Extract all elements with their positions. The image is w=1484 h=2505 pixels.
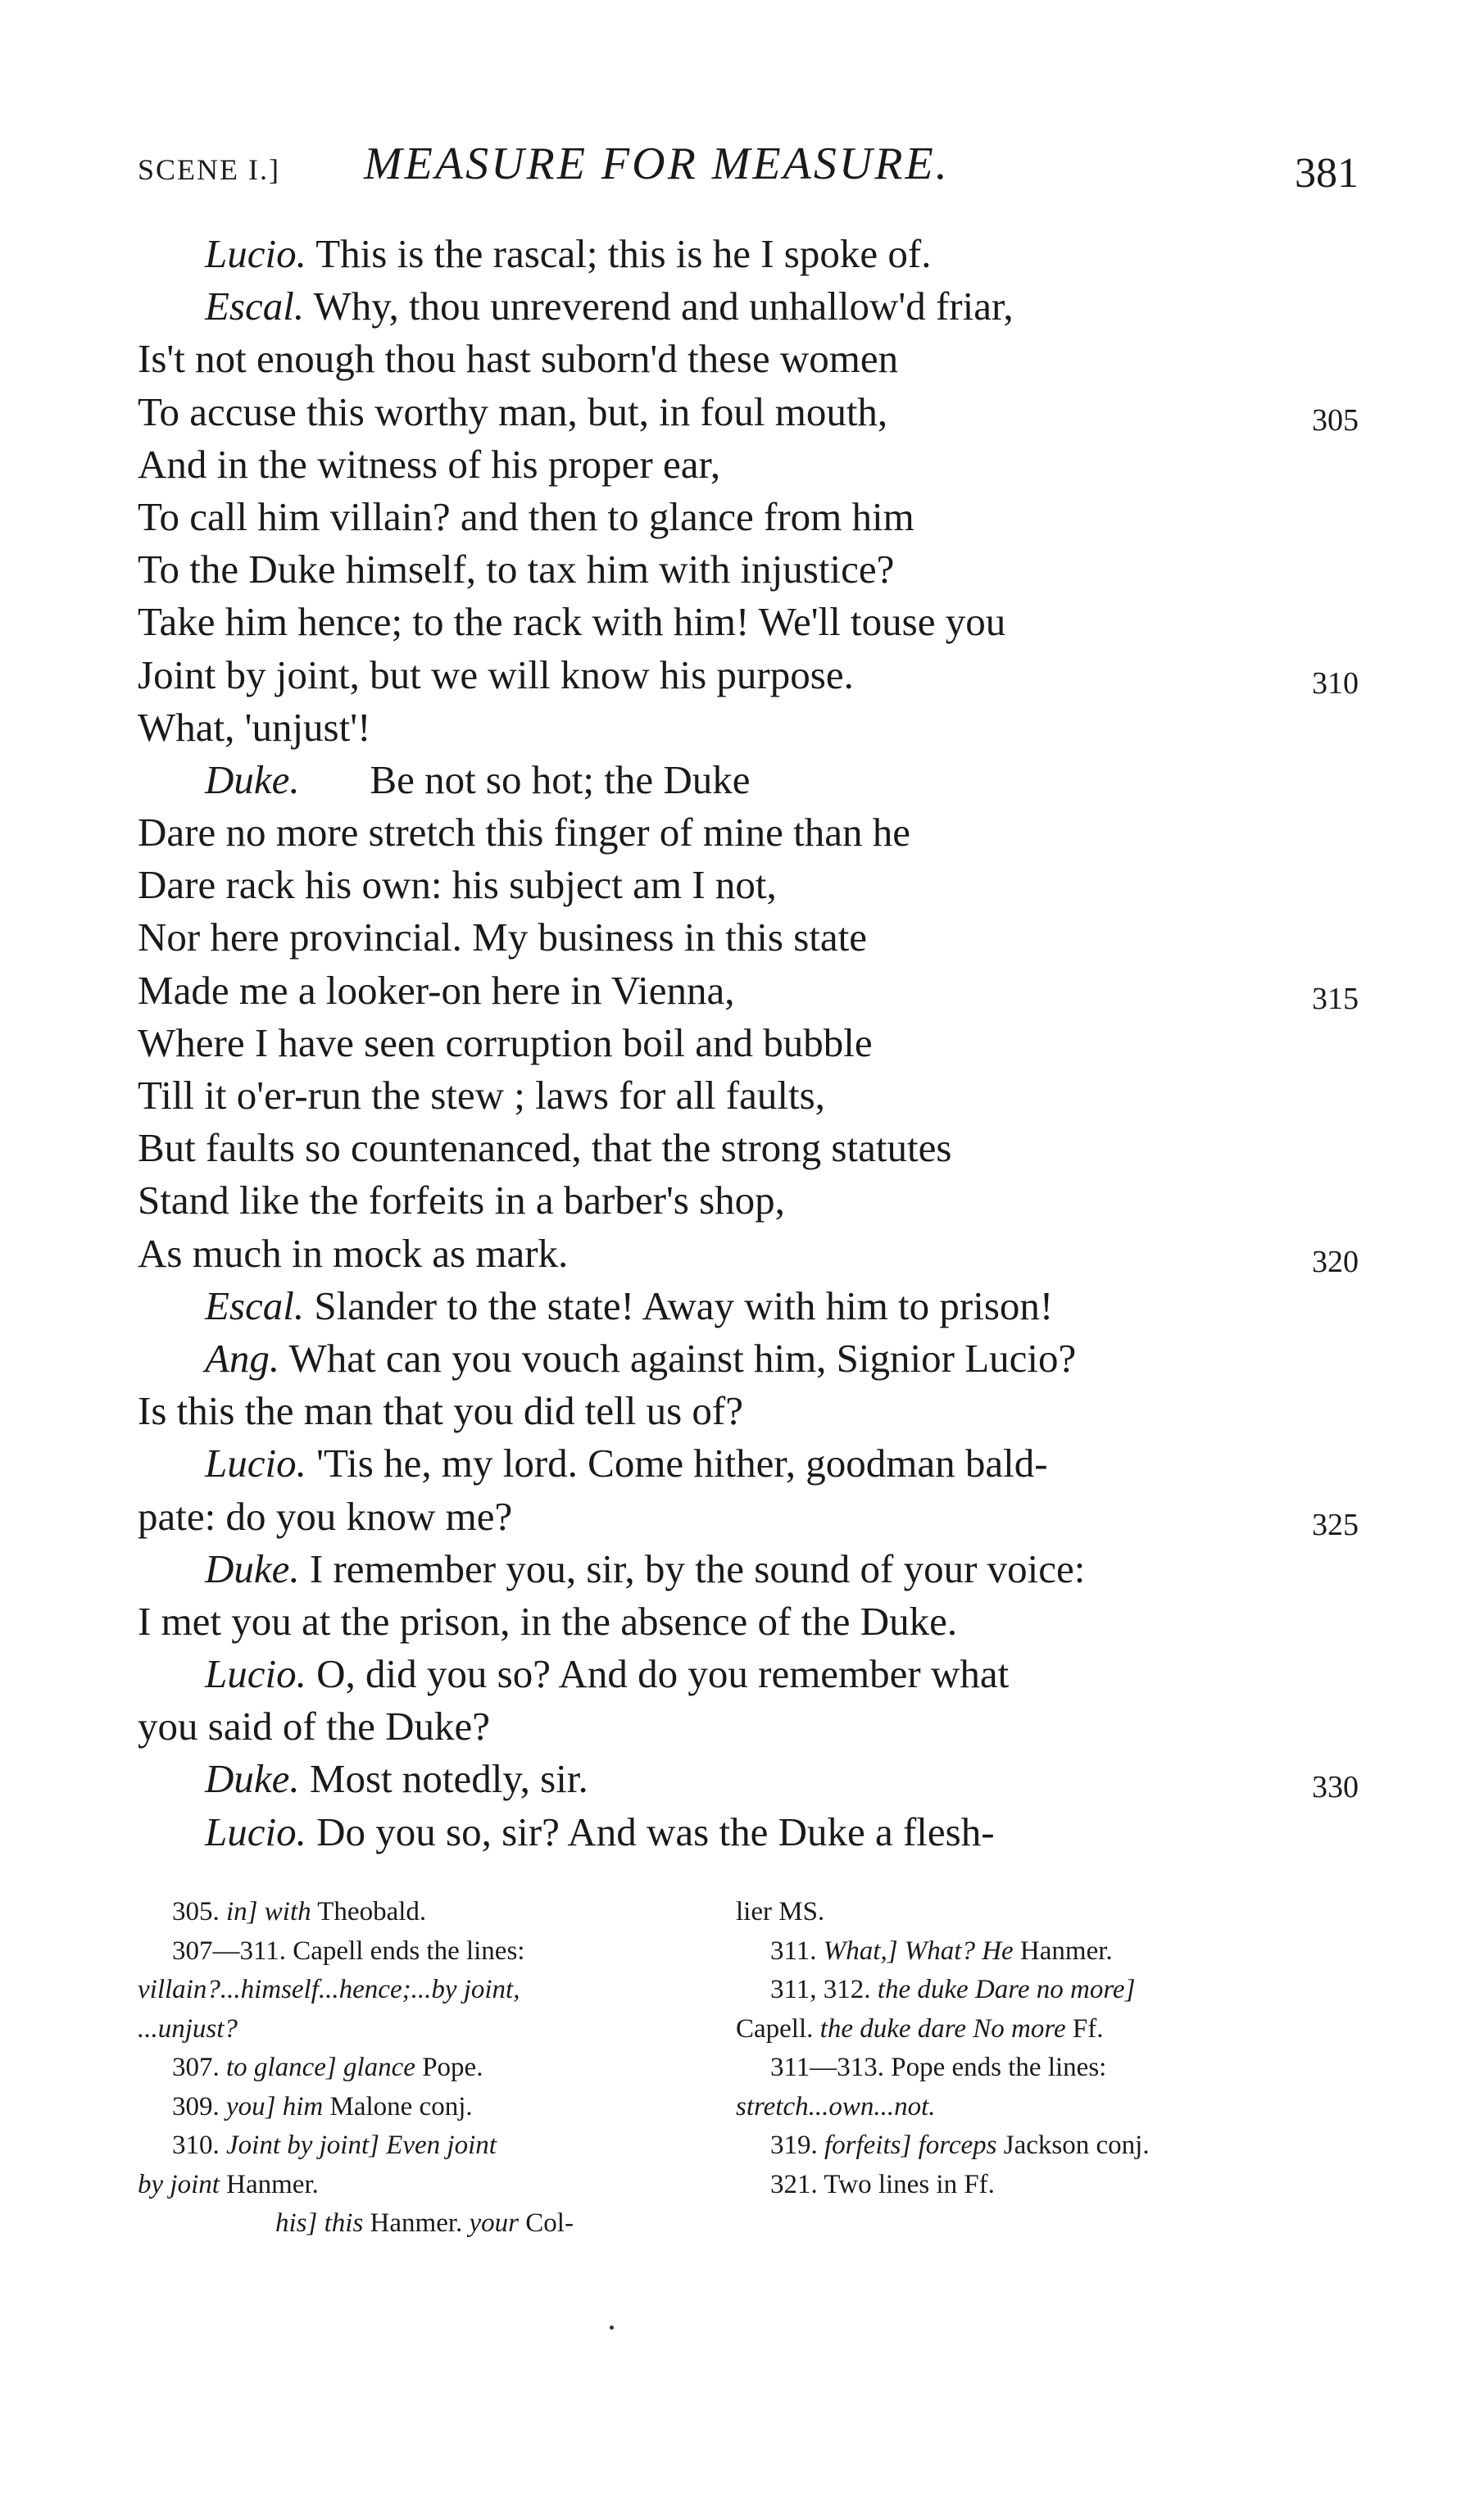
textual-note <box>138 2166 711 2205</box>
verse-text: To call him villain? and then to glance from him <box>138 493 914 539</box>
note-fragment: Hanmer. <box>1013 1935 1113 1966</box>
verse-line <box>138 1122 1359 1174</box>
note-fragment: his] this <box>275 2208 364 2238</box>
verse-text: Slander to the state! Away with him to prison! <box>304 1282 1054 1328</box>
verse-text: 'Tis he, my lord. Come hither, goodman bald- <box>306 1441 1048 1486</box>
note-fragment: with <box>264 1897 311 1926</box>
verse-text: But faults so countenanced, that the strong statutes <box>138 1125 952 1171</box>
note-fragment: 321. Two lines in Ff. <box>770 2169 995 2199</box>
verse-line <box>138 649 1359 701</box>
verse-text: Where I have seen corruption boil and bubble <box>138 1019 873 1065</box>
verse-text: Take him hence; to the rack with him! We'll touse you <box>138 599 1006 645</box>
textual-note <box>138 2049 711 2088</box>
line-number: 325 <box>1312 1507 1359 1542</box>
textual-note <box>138 2088 711 2127</box>
note-fragment: What,] What? He <box>823 1935 1014 1966</box>
note-fragment: the duke Dare no more] <box>877 1975 1136 2004</box>
verse-text: And in the witness of his proper ear, <box>138 441 721 487</box>
line-number: 320 <box>1312 1244 1359 1279</box>
verse-text: Till it o'er-run the stew ; laws for all faults, <box>138 1073 825 1118</box>
verse-line <box>138 1174 1359 1227</box>
note-fragment: Malone conj. <box>323 2091 473 2122</box>
note-fragment: in] <box>226 1897 258 1926</box>
speaker-name: Lucio. <box>205 231 306 276</box>
note-fragment: 310. <box>172 2131 226 2160</box>
verse-text: Is't not enough thou hast suborn'd these women <box>138 336 899 382</box>
verse-line <box>138 964 1359 1017</box>
speaker-name: Duke. <box>205 1545 300 1591</box>
verse-line <box>138 806 1359 859</box>
verse-text: Made me a looker-on here in Vienna, <box>138 967 735 1013</box>
speaker-name: Duke. <box>205 756 300 802</box>
verse-text: Do you so, sir? And was the Duke a flesh- <box>306 1808 995 1854</box>
note-fragment: 311—313. Pope ends the lines: <box>770 2053 1107 2082</box>
verse-line <box>138 438 1359 491</box>
verse-text: Nor here provincial. My business in this state <box>138 914 868 960</box>
scene-label: SCENE I.] <box>138 153 280 186</box>
verse-text: O, did you so? And do you remember what <box>306 1651 1010 1697</box>
verse-line <box>138 1753 1359 1805</box>
verse-text: To the Duke himself, to tax him with injustice? <box>138 547 895 592</box>
verse-line <box>138 596 1359 648</box>
verse-line <box>138 754 1359 806</box>
textual-note <box>736 1893 1309 1932</box>
verse-line <box>138 1385 1359 1437</box>
verse-text: I remember you, sir, by the sound of your voice: <box>299 1545 1086 1591</box>
textual-note <box>138 1893 711 1932</box>
note-fragment: Hanmer. <box>219 2169 319 2199</box>
play-text <box>138 228 1359 1858</box>
note-fragment: by joint <box>138 2169 220 2199</box>
note-fragment: the duke dare No more <box>819 2013 1066 2044</box>
verse-line <box>138 491 1359 543</box>
textual-note <box>138 2204 711 2244</box>
textual-note <box>736 1971 1309 2010</box>
verse-line <box>138 1228 1359 1280</box>
line-number: 330 <box>1312 1770 1359 1805</box>
textual-note <box>736 1932 1309 1972</box>
note-fragment: to glance] glance <box>226 2053 415 2082</box>
note-fragment: Col- <box>519 2208 574 2238</box>
verse-line <box>138 1491 1359 1543</box>
verse-text: Joint by joint, but we will know his purpose. <box>138 651 854 697</box>
note-fragment: 311, 312. <box>770 1975 878 2004</box>
note-fragment: lier MS. <box>736 1897 825 1926</box>
verse-line <box>138 543 1359 596</box>
verse-line <box>138 911 1359 964</box>
note-fragment: Joint by joint] Even joint <box>226 2131 497 2160</box>
note-fragment: Jackson conj. <box>996 2131 1150 2160</box>
verse-line <box>138 386 1359 438</box>
speaker-name: Ang. <box>205 1335 280 1381</box>
running-title: MEASURE FOR MEASURE. <box>364 138 950 189</box>
verse-line <box>138 228 1359 280</box>
notes-left-column <box>138 1893 711 2244</box>
running-header <box>138 138 1359 203</box>
textual-note <box>138 2010 711 2049</box>
speaker-name: Escal. <box>205 1282 305 1328</box>
verse-line <box>138 1543 1359 1595</box>
verse-text: Dare no more stretch this finger of mine than he <box>138 810 910 855</box>
note-fragment: 309. <box>172 2091 226 2122</box>
verse-text: I met you at the prison, in the absence of the Duke. <box>138 1598 958 1644</box>
printer-mark <box>610 2326 614 2330</box>
note-fragment: Capell. <box>736 2013 820 2044</box>
note-fragment: ...unjust? <box>138 2013 238 2044</box>
note-fragment: 311. <box>770 1935 824 1966</box>
note-fragment: Ff. <box>1065 2013 1104 2044</box>
verse-text: What can you vouch against him, Signior Lucio? <box>279 1335 1077 1381</box>
note-fragment: stretch...own...not. <box>736 2091 936 2122</box>
speaker-name: Escal. <box>205 284 305 329</box>
verse-line <box>138 1648 1359 1700</box>
note-fragment: your <box>469 2208 520 2238</box>
line-number: 305 <box>1312 402 1359 438</box>
note-fragment: Pope. <box>415 2053 483 2082</box>
note-fragment: Hanmer. <box>363 2208 470 2238</box>
line-number: 315 <box>1312 981 1359 1016</box>
verse-line <box>138 1700 1359 1753</box>
verse-text: Be not so hot; the Duke <box>299 756 751 802</box>
textual-note <box>736 2049 1309 2088</box>
verse-line <box>138 1280 1359 1332</box>
verse-line <box>138 1332 1359 1385</box>
textual-note <box>736 2010 1309 2049</box>
textual-note <box>138 1932 711 1972</box>
verse-line <box>138 1806 1359 1858</box>
verse-text: Most notedly, sir. <box>299 1756 588 1802</box>
verse-line <box>138 333 1359 385</box>
note-fragment: you] him <box>226 2091 324 2122</box>
textual-note <box>736 2166 1309 2205</box>
line-number: 310 <box>1312 665 1359 701</box>
verse-text: you said of the Duke? <box>138 1704 490 1749</box>
verse-text: As much in mock as mark. <box>138 1230 569 1276</box>
verse-line <box>138 859 1359 911</box>
textual-note <box>138 1971 711 2010</box>
note-fragment: 305. <box>172 1897 226 1926</box>
verse-line <box>138 1069 1359 1122</box>
note-fragment <box>258 1897 265 1926</box>
speaker-name: Lucio. <box>205 1441 306 1486</box>
notes-right-column <box>736 1893 1309 2204</box>
note-fragment: Theobald. <box>311 1897 427 1926</box>
note-fragment: 319. <box>770 2131 824 2160</box>
textual-note <box>138 2126 711 2166</box>
verse-text: To accuse this worthy man, but, in foul mouth, <box>138 388 888 434</box>
verse-text: Stand like the forfeits in a barber's shop, <box>138 1178 785 1223</box>
textual-note <box>736 2126 1309 2166</box>
page-number: 381 <box>1295 150 1359 197</box>
verse-text: Is this the man that you did tell us of? <box>138 1388 743 1434</box>
note-fragment: forfeits] forceps <box>824 2131 997 2160</box>
verse-line <box>138 280 1359 333</box>
verse-line <box>138 1437 1359 1490</box>
verse-text: This is the rascal; this is he I spoke of. <box>306 231 932 276</box>
note-fragment: 307—311. Capell ends the lines: <box>172 1935 525 1966</box>
verse-text: Why, thou unreverend and unhallow'd friar, <box>304 284 1014 329</box>
note-fragment: villain?...himself...hence;...by joint, <box>138 1975 520 2004</box>
speaker-name: Lucio. <box>205 1651 306 1697</box>
verse-text: pate: do you know me? <box>138 1493 513 1539</box>
speaker-name: Duke. <box>205 1756 300 1802</box>
note-fragment: 307. <box>172 2053 226 2082</box>
verse-line <box>138 701 1359 754</box>
verse-line <box>138 1595 1359 1648</box>
verse-line <box>138 1017 1359 1069</box>
speaker-name: Lucio. <box>205 1808 306 1854</box>
verse-text: What, 'unjust'! <box>138 704 371 750</box>
textual-note <box>736 2088 1309 2127</box>
verse-text: Dare rack his own: his subject am I not, <box>138 862 777 908</box>
